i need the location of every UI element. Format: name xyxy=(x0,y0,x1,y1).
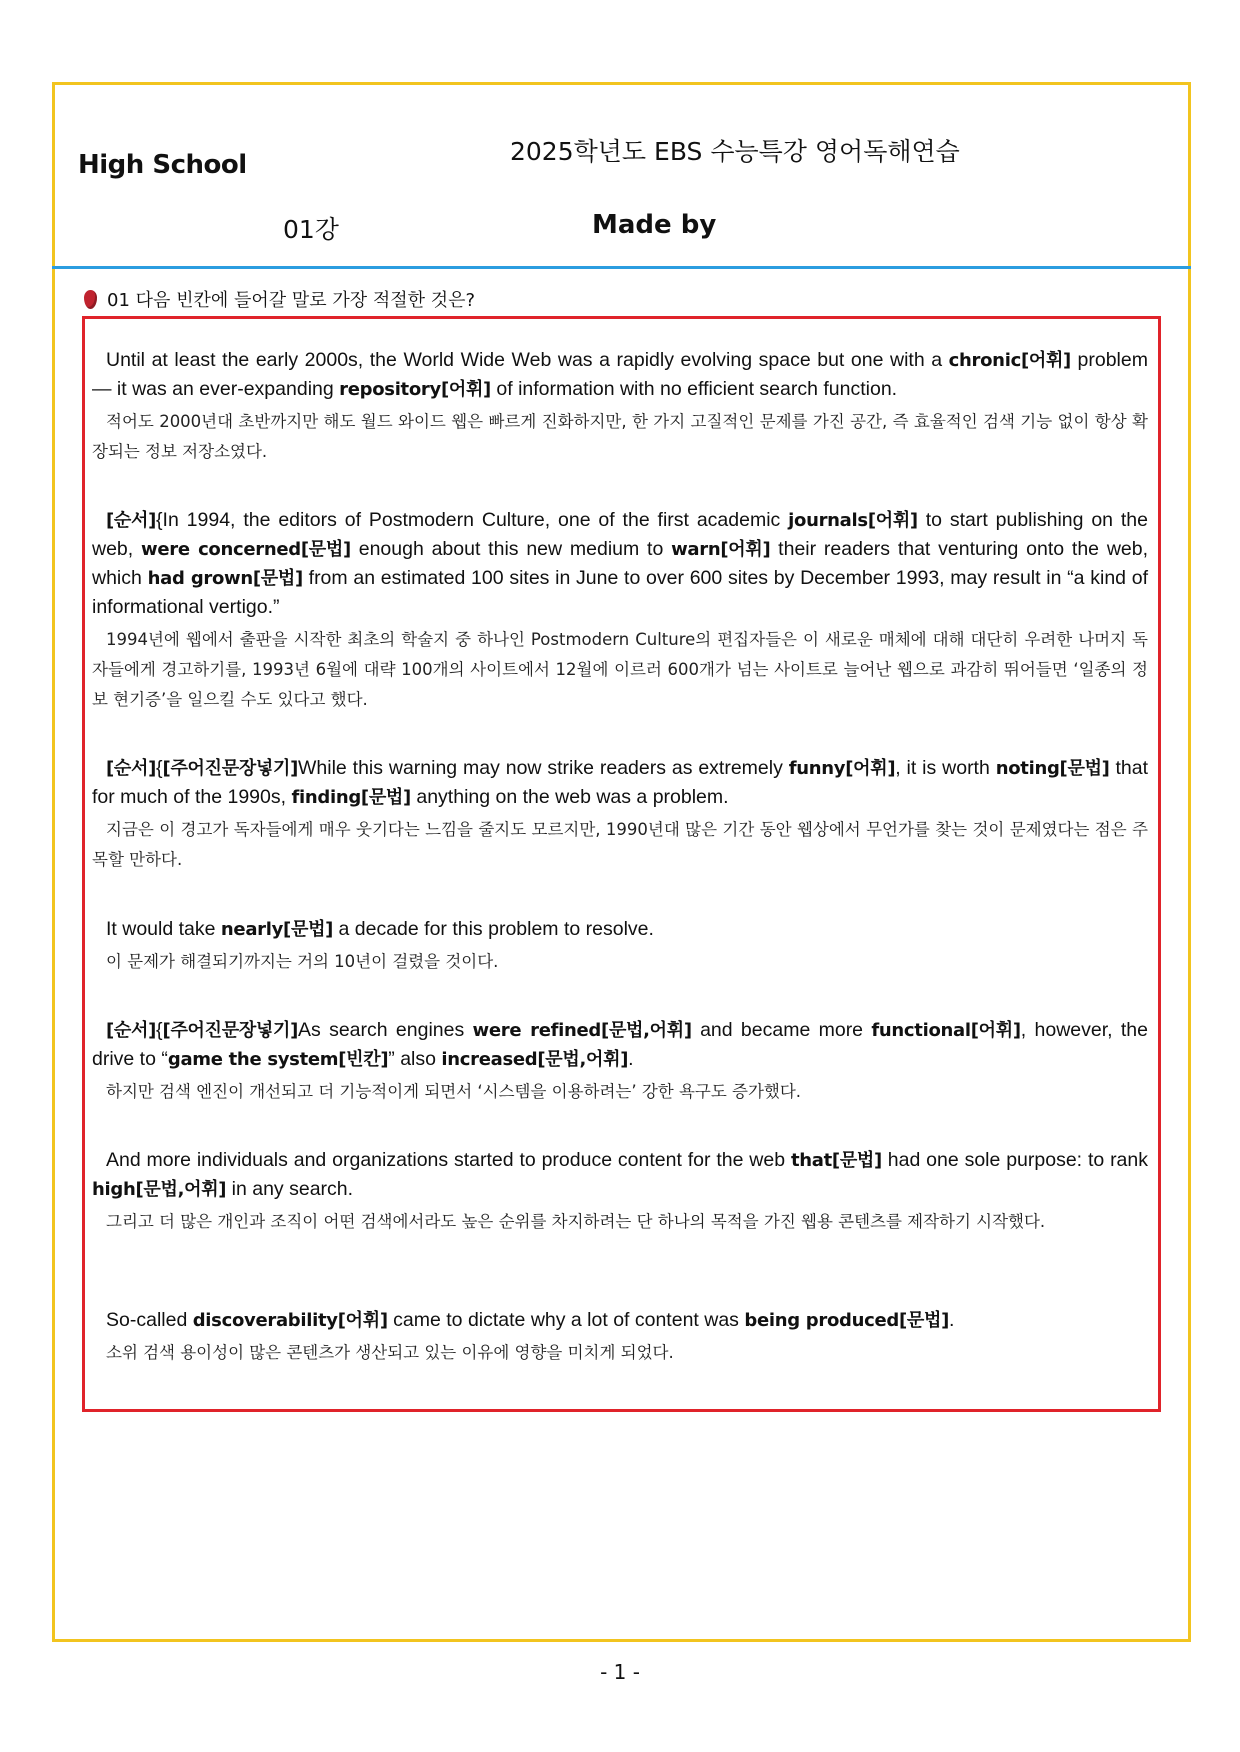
english-sentence xyxy=(92,346,1148,404)
school-label: High School xyxy=(78,150,247,180)
keyword-tag: that[문법] xyxy=(790,1150,882,1171)
keyword-tag: [주어진문장넣기] xyxy=(162,758,299,779)
passage-paragraph xyxy=(92,754,1148,875)
keyword-tag: [순서] xyxy=(106,758,157,779)
passage-paragraph xyxy=(92,506,1148,715)
sentence-text: to start publishing on the web, xyxy=(92,509,1148,560)
sentence-text: { xyxy=(156,757,163,779)
sentence-text: a decade for this problem to resolve. xyxy=(333,918,654,940)
keyword-tag: [순서] xyxy=(106,1020,157,1041)
sentence-text: { xyxy=(156,1019,163,1041)
sentence-text: . xyxy=(949,1309,955,1331)
keyword-tag: nearly[문법] xyxy=(220,919,334,940)
sentence-text: {In 1994, the editors of Postmodern Culture, one of the first academic xyxy=(156,509,789,531)
question-row xyxy=(84,286,475,312)
keyword-tag: warn[어휘] xyxy=(671,539,771,560)
english-sentence xyxy=(92,1146,1148,1204)
passage-paragraph xyxy=(92,346,1148,467)
sentence-text: . xyxy=(628,1048,634,1070)
sentence-text: anything on the web was a problem. xyxy=(410,786,729,808)
lesson-label: 01강 xyxy=(283,215,339,244)
sentence-text: their readers that venturing onto the web, which xyxy=(92,538,1149,589)
passage-paragraph xyxy=(92,915,1148,977)
sentence-text: enough about this new medium to xyxy=(350,538,672,560)
korean-translation: 하지만 검색 엔진이 개선되고 더 기능적이게 되면서 ‘시스템을 이용하려는’ 강한 욕구도 증가했다. xyxy=(106,1082,802,1101)
sentence-text: from an estimated 100 sites in June to over 600 sites by December 1993, may result in “a kind of informational vertigo.” xyxy=(92,567,1149,618)
header-divider xyxy=(52,266,1191,269)
sentence-text: and became more xyxy=(691,1019,872,1041)
korean-translation: 1994년에 웹에서 출판을 시작한 최초의 학술지 중 하나인 Postmodern Culture의 편집자들은 이 새로운 매체에 대해 대단히 우려한 나머지 독자들에게 경고하기를, 1993년 6월에 대략 100개의 사이트에서 12월에 이르러 600개가 넘는 사이트로 늘어난 웹으로 과감히 뛰어들면 ‘일종의 정보 현기증’을 일으킬 수도 있다고 했다. xyxy=(92,630,1148,709)
sentence-text: As search engines xyxy=(298,1019,473,1041)
page-number: - 1 - xyxy=(600,1660,640,1684)
korean-translation: 그리고 더 많은 개인과 조직이 어떤 검색에서라도 높은 순위를 차지하려는 단 하나의 목적을 가진 웹용 콘텐츠를 제작하기 시작했다. xyxy=(106,1212,1046,1231)
sentence-text: While this warning may now strike readers as extremely xyxy=(298,757,789,779)
sentence-text: had one sole purpose: to rank xyxy=(881,1149,1148,1171)
keyword-tag: increased[문법,어휘] xyxy=(441,1049,629,1070)
sentence-text: , however, the drive to “ xyxy=(92,1019,1148,1070)
sentence-text: It would take xyxy=(106,918,221,940)
sentence-text: , it is worth xyxy=(895,757,996,779)
english-sentence xyxy=(92,506,1148,622)
sentence-text: So-called xyxy=(106,1309,193,1331)
keyword-tag: chronic[어휘] xyxy=(948,350,1071,371)
passage-paragraph xyxy=(92,1146,1148,1237)
keyword-tag: being produced[문법] xyxy=(744,1310,950,1331)
sentence-text: came to dictate why a lot of content was xyxy=(387,1309,745,1331)
korean-translation: 지금은 이 경고가 독자들에게 매우 웃기다는 느낌을 줄지도 모르지만, 1990년대 많은 기간 동안 웹상에서 무언가를 찾는 것이 문제였다는 점은 주목할 만하다. xyxy=(92,820,1148,869)
keyword-tag: journals[어휘] xyxy=(788,510,918,531)
keyword-tag: were refined[문법,어휘] xyxy=(472,1020,692,1041)
keyword-tag: functional[어휘] xyxy=(871,1020,1021,1041)
page-title: 2025학년도 EBS 수능특강 영어독해연습 xyxy=(510,137,960,166)
english-sentence xyxy=(92,754,1148,812)
sentence-text: of information with no efficient search function. xyxy=(490,378,898,400)
keyword-tag: had grown[문법] xyxy=(147,568,303,589)
passage-paragraph xyxy=(92,1016,1148,1107)
keyword-tag: [주어진문장넣기] xyxy=(162,1020,299,1041)
keyword-tag: repository[어휘] xyxy=(339,379,491,400)
keyword-tag: discoverability[어휘] xyxy=(192,1310,388,1331)
english-sentence xyxy=(92,1016,1148,1074)
keyword-tag: high[문법,어휘] xyxy=(92,1179,227,1200)
keyword-tag: [순서] xyxy=(106,510,157,531)
sentence-text: Until at least the early 2000s, the World Wide Web was a rapidly evolving space but one with a xyxy=(106,349,949,371)
keyword-tag: were concerned[문법] xyxy=(141,539,351,560)
korean-translation: 소위 검색 용이성이 많은 콘텐츠가 생산되고 있는 이유에 영향을 미치게 되었다. xyxy=(106,1343,674,1362)
korean-translation: 이 문제가 해결되기까지는 거의 10년이 걸렸을 것이다. xyxy=(106,952,499,971)
sentence-text: problem — it was an ever-expanding xyxy=(92,349,1148,400)
keyword-tag: noting[문법] xyxy=(995,758,1110,779)
sentence-text: And more individuals and organizations started to produce content for the web xyxy=(106,1149,791,1171)
korean-translation: 적어도 2000년대 초반까지만 해도 월드 와이드 웹은 빠르게 진화하지만, 한 가지 고질적인 문제를 가진 공간, 즉 효율적인 검색 기능 없이 항상 확장되는 정보 저장소였다. xyxy=(92,412,1148,461)
sentence-text: ” also xyxy=(388,1048,442,1070)
strawberry-bullet-icon xyxy=(84,290,97,309)
passage-paragraph xyxy=(92,1306,1148,1368)
sentence-text: that for much of the 1990s, xyxy=(92,757,1148,808)
keyword-tag: game the system[빈칸] xyxy=(167,1049,389,1070)
sentence-text: in any search. xyxy=(226,1178,354,1200)
keyword-tag: finding[문법] xyxy=(291,787,411,808)
english-sentence xyxy=(92,1306,1148,1335)
english-sentence xyxy=(92,915,1148,944)
question-text: 01 다음 빈칸에 들어갈 말로 가장 적절한 것은? xyxy=(107,290,476,311)
keyword-tag: funny[어휘] xyxy=(788,758,896,779)
made-by-label: Made by xyxy=(592,210,717,240)
